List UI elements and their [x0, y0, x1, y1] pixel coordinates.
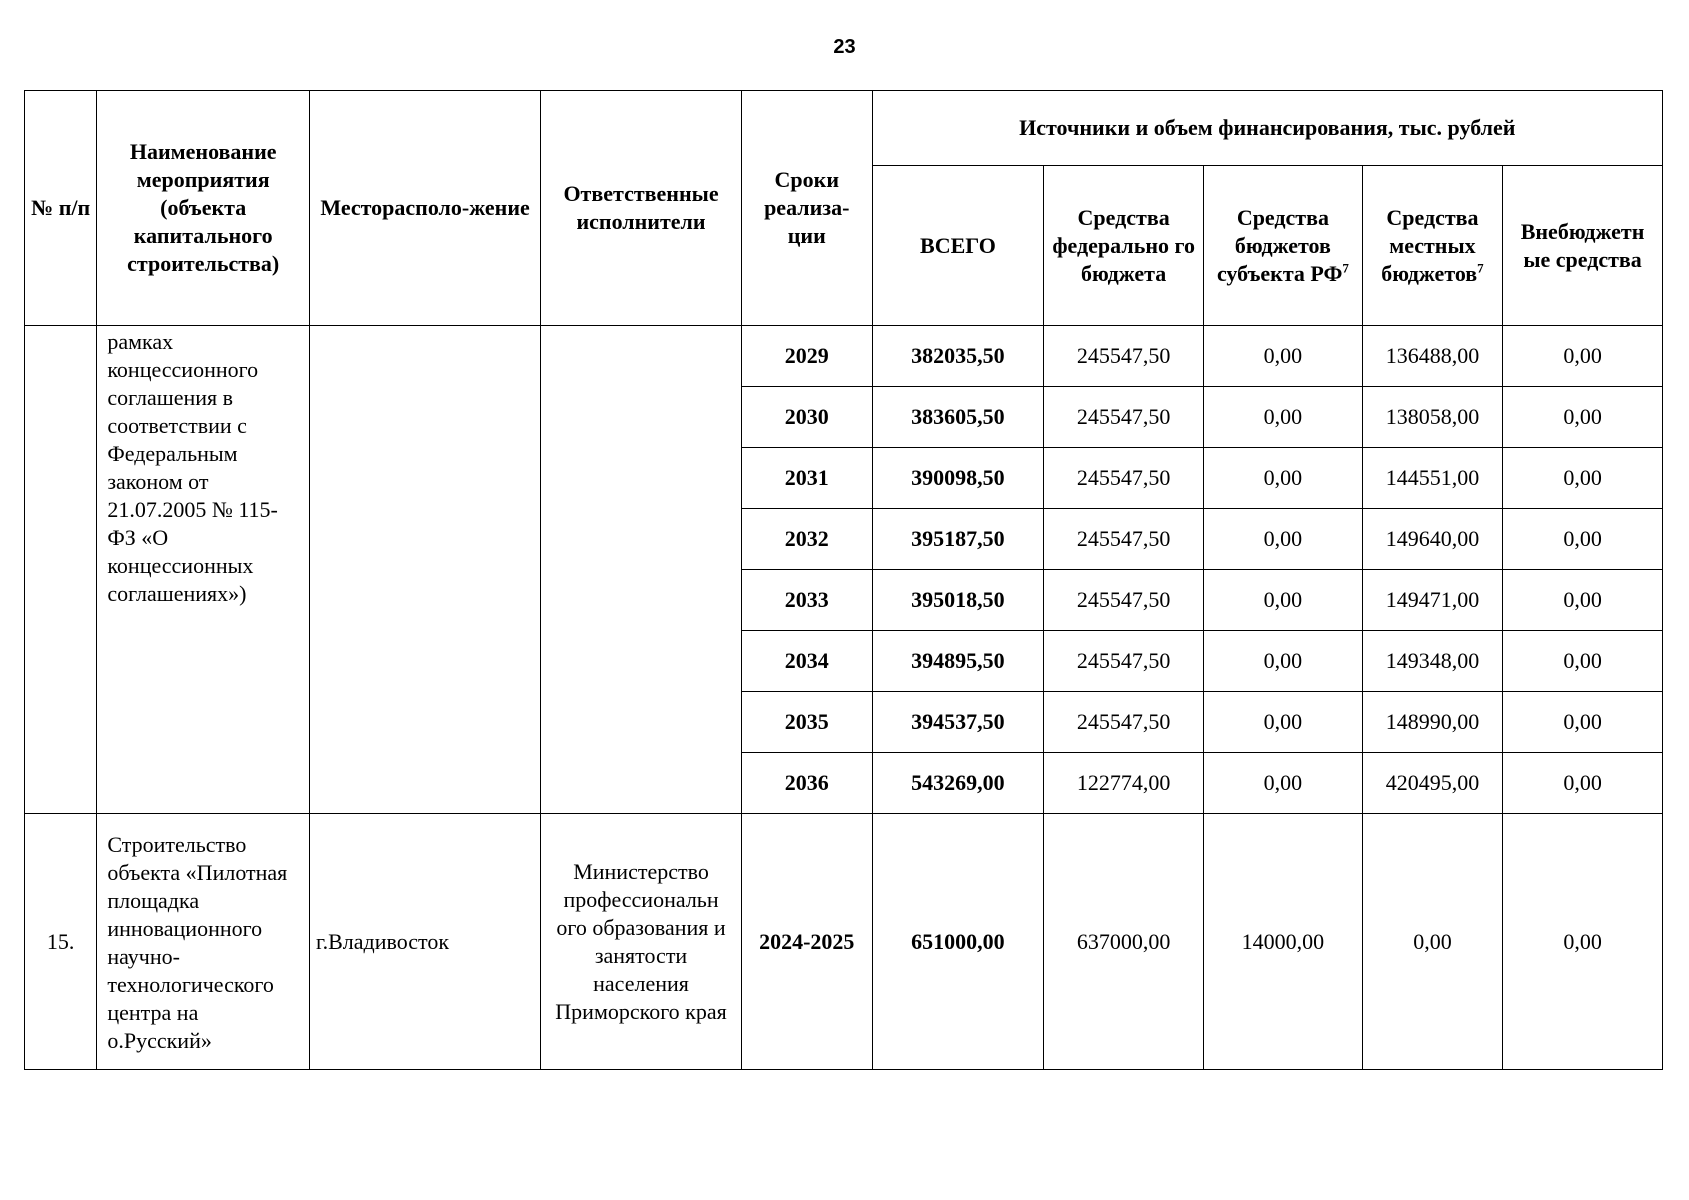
cell-local: 0,00: [1362, 814, 1502, 1070]
cell-subject: 0,00: [1204, 692, 1363, 753]
cell-extra: 0,00: [1503, 570, 1663, 631]
cell-local: 144551,00: [1362, 448, 1502, 509]
cell-year: 2029: [741, 326, 872, 387]
col-header-sources: Источники и объем финансирования, тыс. рублей: [872, 91, 1662, 166]
cell-total: 390098,50: [872, 448, 1044, 509]
cell-year: 2032: [741, 509, 872, 570]
cell-total: 383605,50: [872, 387, 1044, 448]
cell-total: 394537,50: [872, 692, 1044, 753]
cell-year: 2024-2025: [741, 814, 872, 1070]
cell-year: 2033: [741, 570, 872, 631]
cell-local: 148990,00: [1362, 692, 1502, 753]
cell-total: 543269,00: [872, 753, 1044, 814]
cell-year: 2030: [741, 387, 872, 448]
cell-total: 382035,50: [872, 326, 1044, 387]
cell-total: 394895,50: [872, 631, 1044, 692]
cell-subject: 0,00: [1204, 631, 1363, 692]
cell-local: 149348,00: [1362, 631, 1502, 692]
cell-federal: 245547,50: [1044, 509, 1204, 570]
col-header-num: № п/п: [25, 91, 97, 326]
cell-local: 420495,00: [1362, 753, 1502, 814]
cell-extra: 0,00: [1503, 387, 1663, 448]
col-header-terms: Сроки реализа-ции: [741, 91, 872, 326]
cell-subject: 0,00: [1204, 509, 1363, 570]
cell-federal: 245547,50: [1044, 692, 1204, 753]
table-row-item-15: [25, 814, 1663, 1070]
cell-year: 2034: [741, 631, 872, 692]
cell-total: 395018,50: [872, 570, 1044, 631]
col-header-responsible: Ответственные исполнители: [541, 91, 742, 326]
cell-subject: 0,00: [1204, 570, 1363, 631]
cell-num-continued: [25, 326, 97, 814]
cell-subject: 0,00: [1204, 326, 1363, 387]
col-header-subject-text: Средства бюджетов субъекта РФ: [1216, 204, 1343, 286]
cell-num: 15.: [25, 814, 97, 1070]
cell-extra: 0,00: [1503, 753, 1663, 814]
cell-extra: 0,00: [1503, 448, 1663, 509]
col-header-subject: [1204, 166, 1363, 326]
col-header-location: Месторасполо-жение: [310, 91, 541, 326]
cell-extra: 0,00: [1503, 692, 1663, 753]
cell-location-continued: [310, 326, 541, 814]
cell-year: 2036: [741, 753, 872, 814]
cell-extra: 0,00: [1503, 509, 1663, 570]
cell-subject: 0,00: [1204, 387, 1363, 448]
header-row-1: [25, 91, 1663, 166]
cell-total: 651000,00: [872, 814, 1044, 1070]
cell-year: 2031: [741, 448, 872, 509]
cell-extra: 0,00: [1503, 326, 1663, 387]
page-number: 23: [833, 36, 856, 58]
cell-local: 138058,00: [1362, 387, 1502, 448]
cell-federal: 245547,50: [1044, 570, 1204, 631]
cell-subject: 14000,00: [1204, 814, 1363, 1070]
col-header-federal: Средства федерально го бюджета: [1044, 166, 1204, 326]
financing-table: [24, 90, 1663, 1070]
col-header-local-text: Средства местных бюджетов: [1381, 204, 1479, 286]
cell-federal: 637000,00: [1044, 814, 1204, 1070]
cell-extra: 0,00: [1503, 631, 1663, 692]
cell-total: 395187,50: [872, 509, 1044, 570]
cell-responsible: Министерство профессиональн ого образования и занятости населения Приморского края: [541, 814, 742, 1070]
col-header-total: ВСЕГО: [872, 166, 1044, 326]
cell-local: 149640,00: [1362, 509, 1502, 570]
col-header-name: Наименование мероприятия (объекта капитального строительства): [97, 91, 310, 326]
table-row: [25, 326, 1663, 387]
footnote-mark: 7: [1477, 260, 1484, 276]
cell-federal: 245547,50: [1044, 387, 1204, 448]
cell-federal: 245547,50: [1044, 631, 1204, 692]
cell-subject: 0,00: [1204, 448, 1363, 509]
cell-local: 136488,00: [1362, 326, 1502, 387]
footnote-mark: 7: [1342, 260, 1349, 276]
cell-federal: 245547,50: [1044, 326, 1204, 387]
cell-name-continued: рамках концессионного соглашения в соответствии с Федеральным законом от 21.07.2005 № 115-ФЗ «О концессионных соглашениях»): [97, 326, 310, 814]
col-header-extra: Внебюджетн ые средства: [1503, 166, 1663, 326]
cell-location: г.Владивосток: [310, 814, 541, 1070]
cell-local: 149471,00: [1362, 570, 1502, 631]
cell-federal: 122774,00: [1044, 753, 1204, 814]
cell-year: 2035: [741, 692, 872, 753]
cell-responsible-continued: [541, 326, 742, 814]
cell-federal: 245547,50: [1044, 448, 1204, 509]
cell-subject: 0,00: [1204, 753, 1363, 814]
table-body: [25, 326, 1663, 1070]
col-header-local: [1362, 166, 1502, 326]
cell-name: Строительство объекта «Пилотная площадка инновационного научно-технологического центра на о.Русский»: [97, 814, 310, 1070]
cell-extra: 0,00: [1503, 814, 1663, 1070]
